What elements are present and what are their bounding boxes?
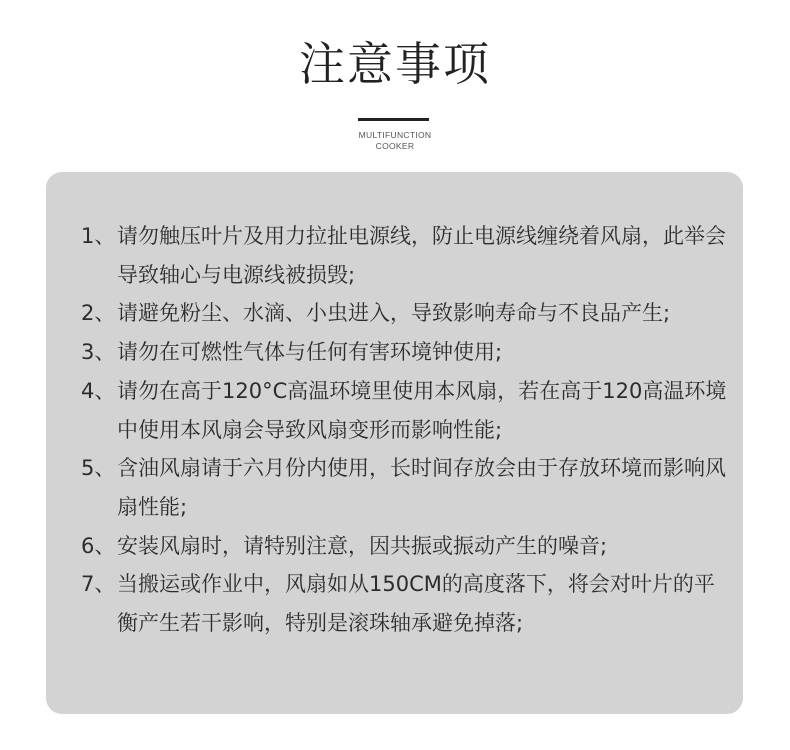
note-item-6	[81, 527, 731, 566]
note-number: 2、	[81, 301, 116, 326]
subtitle	[0, 130, 790, 152]
subtitle-line-2: COOKER	[375, 141, 415, 151]
note-number: 6、	[81, 533, 116, 558]
notes-panel	[46, 172, 743, 714]
note-item-7	[81, 565, 731, 642]
note-number: 3、	[81, 340, 116, 365]
note-text: 安装风扇时，请特别注意，因共振或振动产生的噪音;	[117, 533, 608, 558]
note-text: 请勿触压叶片及用力拉扯电源线，防止电源线缠绕着风扇，此举会导致轴心与电源线被损毁;	[117, 224, 726, 287]
page-title: 注意事项	[299, 37, 491, 91]
note-item-5	[81, 449, 731, 526]
note-item-3	[81, 333, 731, 372]
note-item-1	[81, 217, 731, 294]
note-number: 7、	[81, 572, 116, 597]
note-item-4	[81, 372, 731, 449]
title-divider	[358, 118, 429, 121]
note-item-2	[81, 294, 731, 333]
note-number: 1、	[81, 224, 116, 248]
notes-list	[81, 217, 731, 643]
note-number: 5、	[81, 456, 116, 481]
note-text: 含油风扇请于六月份内使用，长时间存放会由于存放环境而影响风扇性能;	[117, 456, 726, 519]
note-number: 4、	[81, 378, 116, 403]
note-text: 请勿在可燃性气体与任何有害环境钟使用;	[117, 340, 503, 365]
note-text: 请避免粉尘、水滴、小虫进入，导致影响寿命与不良品产生;	[117, 301, 671, 326]
note-text: 请勿在高于120°C高温环境里使用本风扇，若在高于120高温环境中使用本风扇会导致风扇变形而影响性能;	[117, 378, 727, 442]
note-text: 当搬运或作业中，风扇如从150CM的高度落下，将会对叶片的平衡产生若干影响，特别是滚珠轴承避免掉落;	[117, 572, 715, 636]
subtitle-line-1: MULTIFUNCTION	[358, 130, 432, 140]
